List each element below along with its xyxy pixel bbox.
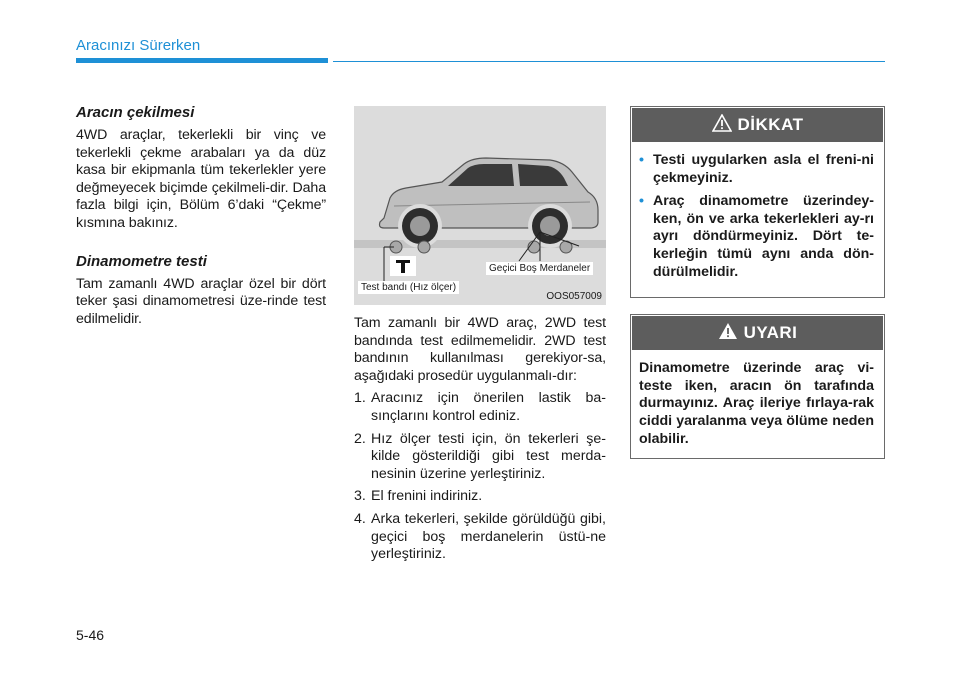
warning-text: Dinamometre üzerinde araç vi-teste iken, aracın ön tarafında durmayınız. Araç ileriye fırlaya-rak ciddi yaralanma veya ölüme neden olabilir.	[639, 360, 874, 447]
warning-triangle-icon	[718, 322, 738, 345]
caution-box	[630, 106, 885, 298]
caution-list	[639, 152, 874, 281]
warning-box	[630, 314, 885, 459]
towing-text: 4WD araçlar, tekerlekli bir vinç ve tekerlekli çekme arabaları ya da düz kasa bir ekipmanla tüm tekerlekler yere değmeyecek biçimde çekilmeli-dir. Daha fazla bilgi için, Bölüm 6’daki “Çekme” kısmına bakınız.	[76, 127, 326, 231]
speedometer-label: Test bandı (Hız ölçer)	[358, 281, 459, 294]
middle-column	[354, 106, 606, 569]
section-title: Aracınızı Sürerken	[76, 37, 201, 54]
list-item: 4. Arka tekerleri, şekilde görüldüğü gibi, geçici boş merdanelerin üstü-ne yerleştiriniz.	[354, 510, 606, 563]
warning-header	[632, 316, 883, 350]
caution-title: DİKKAT	[737, 115, 804, 134]
procedure-steps	[354, 390, 606, 563]
idle-rollers-label: Geçici Boş Merdaneler	[486, 262, 593, 275]
caution-header	[632, 108, 883, 142]
dynamometer-figure	[354, 106, 606, 305]
list-item: 1. Aracınız için önerilen lastik ba-sınçlarını kontrol ediniz.	[354, 390, 606, 424]
header-rule-accent	[76, 58, 328, 63]
list-item: 2. Hız ölçer testi için, ön tekerleri şe-kilde gösterildiği gibi test merda-nesinin üzerine yerleştiriniz.	[354, 430, 606, 482]
warning-title: UYARI	[743, 323, 798, 343]
car-on-dynamometer-illustration	[354, 106, 606, 305]
list-item: • Testi uygularken asla el freni-ni çekmeyiniz.	[639, 152, 874, 186]
page-number: 5-46	[76, 627, 105, 643]
towing-heading: Aracın çekilmesi	[76, 104, 195, 121]
list-item: • Araç dinamometre üzerindey-ken, ön ve arka tekerlekleri ay-rı ayrı döndürmeyiniz. Dört te-kerleğin tümü aynı anda dön-dürülmelidir.	[639, 193, 874, 280]
list-item: 3. El frenini indiriniz.	[354, 488, 483, 505]
right-column	[630, 106, 885, 459]
warning-triangle-icon	[712, 114, 732, 137]
dyno-text: Tam zamanlı 4WD araçlar özel bir dört teker şasi dinamometresi üze-rinde test edilmelidir.	[76, 275, 326, 327]
dyno-2wd-intro: Tam zamanlı bir 4WD araç, 2WD test bandında test edilmemelidir. 2WD test bandının kullanılması gerekiyor-sa, aşağıdaki prosedür uygulanmalı-dır:	[354, 315, 606, 384]
dyno-heading: Dinamometre testi	[76, 252, 207, 270]
header-rule	[333, 61, 885, 62]
left-column	[76, 104, 326, 328]
figure-code: OOS057009	[546, 291, 602, 302]
